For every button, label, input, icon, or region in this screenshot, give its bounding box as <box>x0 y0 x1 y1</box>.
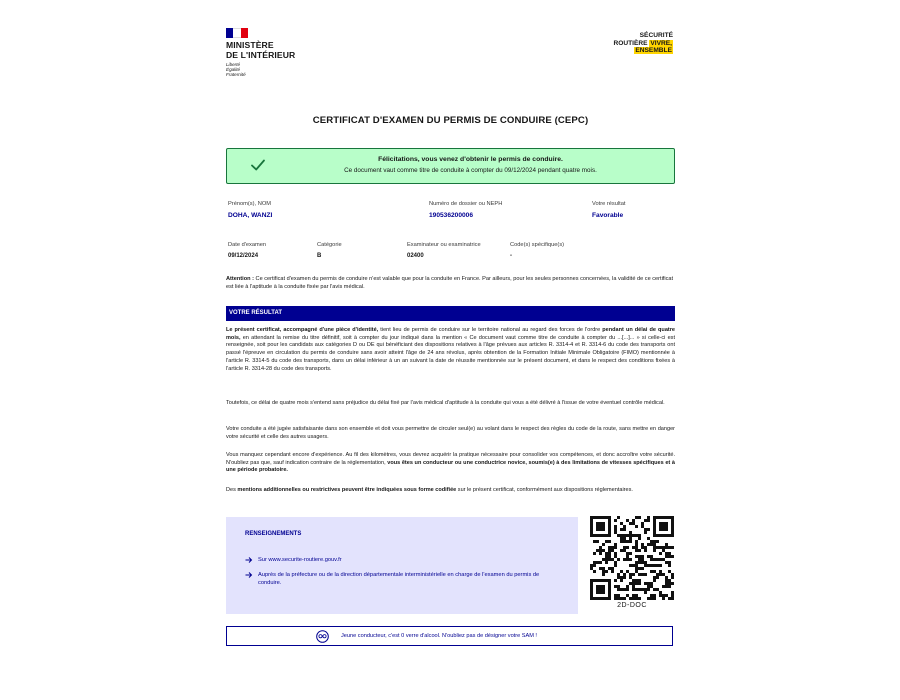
paragraph-1 <box>226 327 675 373</box>
p4-text-1: Vous manquez cependant encore d'expérience. Au fil des kilomètres, vous devrez acquérir la pratique nécessaire pour consolider vos compétences, et donc accroître votre sécurité. N'oubliez pas que, sauf indication contraire de la réglementation, <box>226 452 675 466</box>
ministry-logo <box>226 28 346 78</box>
2d-doc-code <box>590 516 674 600</box>
arrow-right-icon <box>245 571 253 579</box>
exam-date-label: Date d'examen <box>228 242 267 248</box>
file-number: 190536200006 <box>429 212 474 219</box>
p4-bold: vous êtes un conducteur ou une conductrice novice, soumis(e) à des limitations de vitesses spécifiques et à une période probatoire. <box>226 459 675 474</box>
sam-icon <box>316 630 329 643</box>
info-title: RENSEIGNEMENTS <box>245 531 302 537</box>
certificate-page <box>226 28 675 656</box>
attention-label: Attention : <box>226 276 254 282</box>
p1-bold-2: pendant un délai de quatre mois, <box>226 327 675 341</box>
specific-codes-label: Code(s) spécifique(s) <box>510 242 565 248</box>
republic-motto <box>226 62 346 78</box>
success-banner <box>226 148 675 184</box>
arrow-right-icon <box>245 556 253 564</box>
motto-fraternite: Fraternité <box>226 72 246 78</box>
paragraph-5 <box>226 487 675 495</box>
p1-text-1: tient lieu de permis de conduire sur le territoire national au regard des forces de l'ordre <box>378 327 603 333</box>
candidate-name: DOHA, WANZI <box>228 212 273 219</box>
paragraph-4 <box>226 452 675 475</box>
ministry-name-line1: MINISTÈRE <box>226 40 274 50</box>
name-label: Prénom(s), NOM <box>228 201 271 207</box>
result-value: Favorable <box>592 212 624 219</box>
motto-liberte: Liberté <box>226 62 241 67</box>
attention-notice <box>226 275 675 291</box>
securite-routiere-logo <box>613 32 673 55</box>
2d-doc-caption: 2D-DOC <box>617 602 647 609</box>
paragraph-3: Votre conduite a été jugée satisfaisante dans son ensemble et doit vous permettre de circuler seul(e) au volant dans le respect des règles du code de la route, sans mettre en danger votre sécurité et celle des autres usagers. <box>226 426 675 440</box>
motto-egalite: Égalité <box>226 67 241 73</box>
info-item-website-text[interactable]: Sur www.securite-routiere.gouv.fr <box>258 557 342 563</box>
partner-line3: ENSEMBLE <box>635 47 672 55</box>
info-item-prefecture <box>245 571 558 587</box>
p5-bold: mentions additionnelles ou restrictives peuvent être indiquées sous forme codifiée <box>237 487 457 493</box>
file-number-label: Numéro de dossier ou NEPH <box>429 201 503 207</box>
document-title: CERTIFICAT D'EXAMEN DU PERMIS DE CONDUIRE (CEPC) <box>312 115 589 126</box>
success-detail: Ce document vaut comme titre de conduite à compter du 09/12/2024 pendant quatre mois. <box>344 167 597 174</box>
paragraph-2: Toutefois, ce délai de quatre mois s'entend sans préjudice du délai fixé par l'avis médical d'aptitude à la conduite qui vous a été délivré à l'issue de votre éventuel contrôle médical. <box>226 400 665 406</box>
p1-text-2: en attendant la remise du titre définitif, soit à compter du jour indiqué dans la mention « Ce document vaut comme titre de conduite à compter du ...[...]... » si celle-ci est renseignée, soit pour les candidats aux catégories D ou DE qui bénéficiant des dispositions relatives à l'âge prévues aux articles R. 3314-4 et R. 3314-6 du code des transports ont passé l'épreuve en circulation du permis de conduire sans avoir atteint l'âge de 24 ans révolus, après obtention de la Formation Initiale Minimale Obligatoire (FIMO) mentionnée à l'article R. 3314-5 du code des transports, dans un délai inférieur à un an suivant la date de réussite mentionnée sur le présent document, et dans le respect des conditions fixées à l'article R. 3314-28 du code des transports. <box>226 334 675 372</box>
ministry-name-line2: DE L'INTÉRIEUR <box>226 49 296 60</box>
p1-bold-1: Le présent certificat, accompagné d'une pièce d'identité, <box>226 327 379 333</box>
examiner-label: Examinateur ou examinatrice <box>407 242 481 248</box>
p5-text-2: sur le présent certificat, conformément aux dispositions réglementaires. <box>456 487 633 493</box>
footer-banner <box>226 626 673 646</box>
attention-text: Ce certificat d'examen du permis de conduire n'est valable que pour la conduite en France. Par ailleurs, pour les seules personnes concernées, la validité de ce certificat est liée à l'aptitude à la conduite fixée par l'avis médical. <box>226 276 674 290</box>
success-headline: Félicitations, vous venez d'obtenir le permis de conduire. <box>378 156 563 163</box>
french-flag-icon <box>226 28 248 38</box>
category-label: Catégorie <box>317 242 342 248</box>
partner-line2a: ROUTIÈRE <box>613 39 650 47</box>
info-item-prefecture-text: Auprès de la préfecture ou de la direction départementale interministérielle en charge de l'examen du permis de conduire. <box>258 572 540 586</box>
info-box <box>226 517 578 614</box>
info-item-website[interactable] <box>245 556 558 564</box>
footer-text: Jeune conducteur, c'est 0 verre d'alcool. N'oubliez pas de désigner votre SAM ! <box>341 632 537 639</box>
exam-date: 09/12/2024 <box>228 253 259 259</box>
partner-line1: SÉCURITÉ <box>639 32 673 39</box>
section-header-result: VOTRE RÉSULTAT <box>226 306 675 321</box>
check-icon <box>249 156 267 174</box>
category-value: B <box>317 253 322 259</box>
p5-text-1: Des <box>226 487 238 493</box>
examiner-value: 02400 <box>407 253 424 259</box>
result-label: Votre résultat <box>592 201 626 207</box>
partner-line2b: VIVRE, <box>650 39 672 47</box>
specific-codes-value: - <box>510 253 512 259</box>
